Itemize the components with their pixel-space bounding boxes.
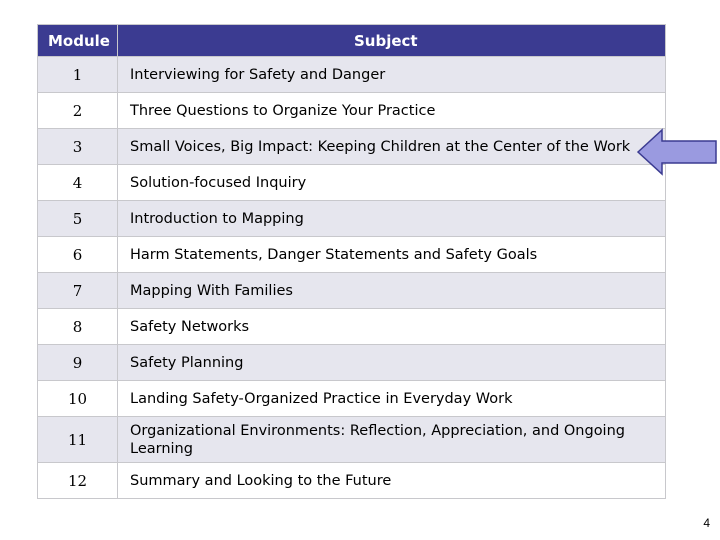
table-header-row <box>38 25 666 57</box>
table-row <box>38 381 666 417</box>
header-module: Module <box>38 25 118 57</box>
module-number: 4 <box>38 165 118 201</box>
module-subject: Mapping With Families <box>118 273 666 309</box>
left-arrow-icon <box>636 128 718 176</box>
table-row <box>38 93 666 129</box>
module-subject: Summary and Looking to the Future <box>118 463 666 499</box>
arrow-shape <box>638 130 716 174</box>
module-table <box>37 24 666 499</box>
table-row <box>38 129 666 165</box>
module-number: 12 <box>38 463 118 499</box>
module-subject: Three Questions to Organize Your Practice <box>118 93 666 129</box>
module-number: 6 <box>38 237 118 273</box>
module-subject: Landing Safety-Organized Practice in Everyday Work <box>118 381 666 417</box>
module-number: 11 <box>38 417 118 463</box>
module-number: 8 <box>38 309 118 345</box>
module-subject: Interviewing for Safety and Danger <box>118 57 666 93</box>
table-row <box>38 463 666 499</box>
table-row <box>38 273 666 309</box>
module-subject: Introduction to Mapping <box>118 201 666 237</box>
module-number: 1 <box>38 57 118 93</box>
module-subject: Small Voices, Big Impact: Keeping Children at the Center of the Work <box>118 129 666 165</box>
table-row <box>38 309 666 345</box>
module-number: 2 <box>38 93 118 129</box>
module-subject: Safety Networks <box>118 309 666 345</box>
module-number: 9 <box>38 345 118 381</box>
page-number: 4 <box>703 516 710 530</box>
header-subject: Subject <box>118 25 666 57</box>
table-row <box>38 417 666 463</box>
table-row <box>38 57 666 93</box>
module-subject: Harm Statements, Danger Statements and Safety Goals <box>118 237 666 273</box>
module-number: 7 <box>38 273 118 309</box>
table-row <box>38 237 666 273</box>
table-row <box>38 165 666 201</box>
module-number: 3 <box>38 129 118 165</box>
module-subject: Organizational Environments: Reflection, Appreciation, and Ongoing Learning <box>118 417 666 463</box>
module-subject: Solution-focused Inquiry <box>118 165 666 201</box>
table-row <box>38 201 666 237</box>
module-subject: Safety Planning <box>118 345 666 381</box>
table-row <box>38 345 666 381</box>
module-number: 10 <box>38 381 118 417</box>
module-number: 5 <box>38 201 118 237</box>
